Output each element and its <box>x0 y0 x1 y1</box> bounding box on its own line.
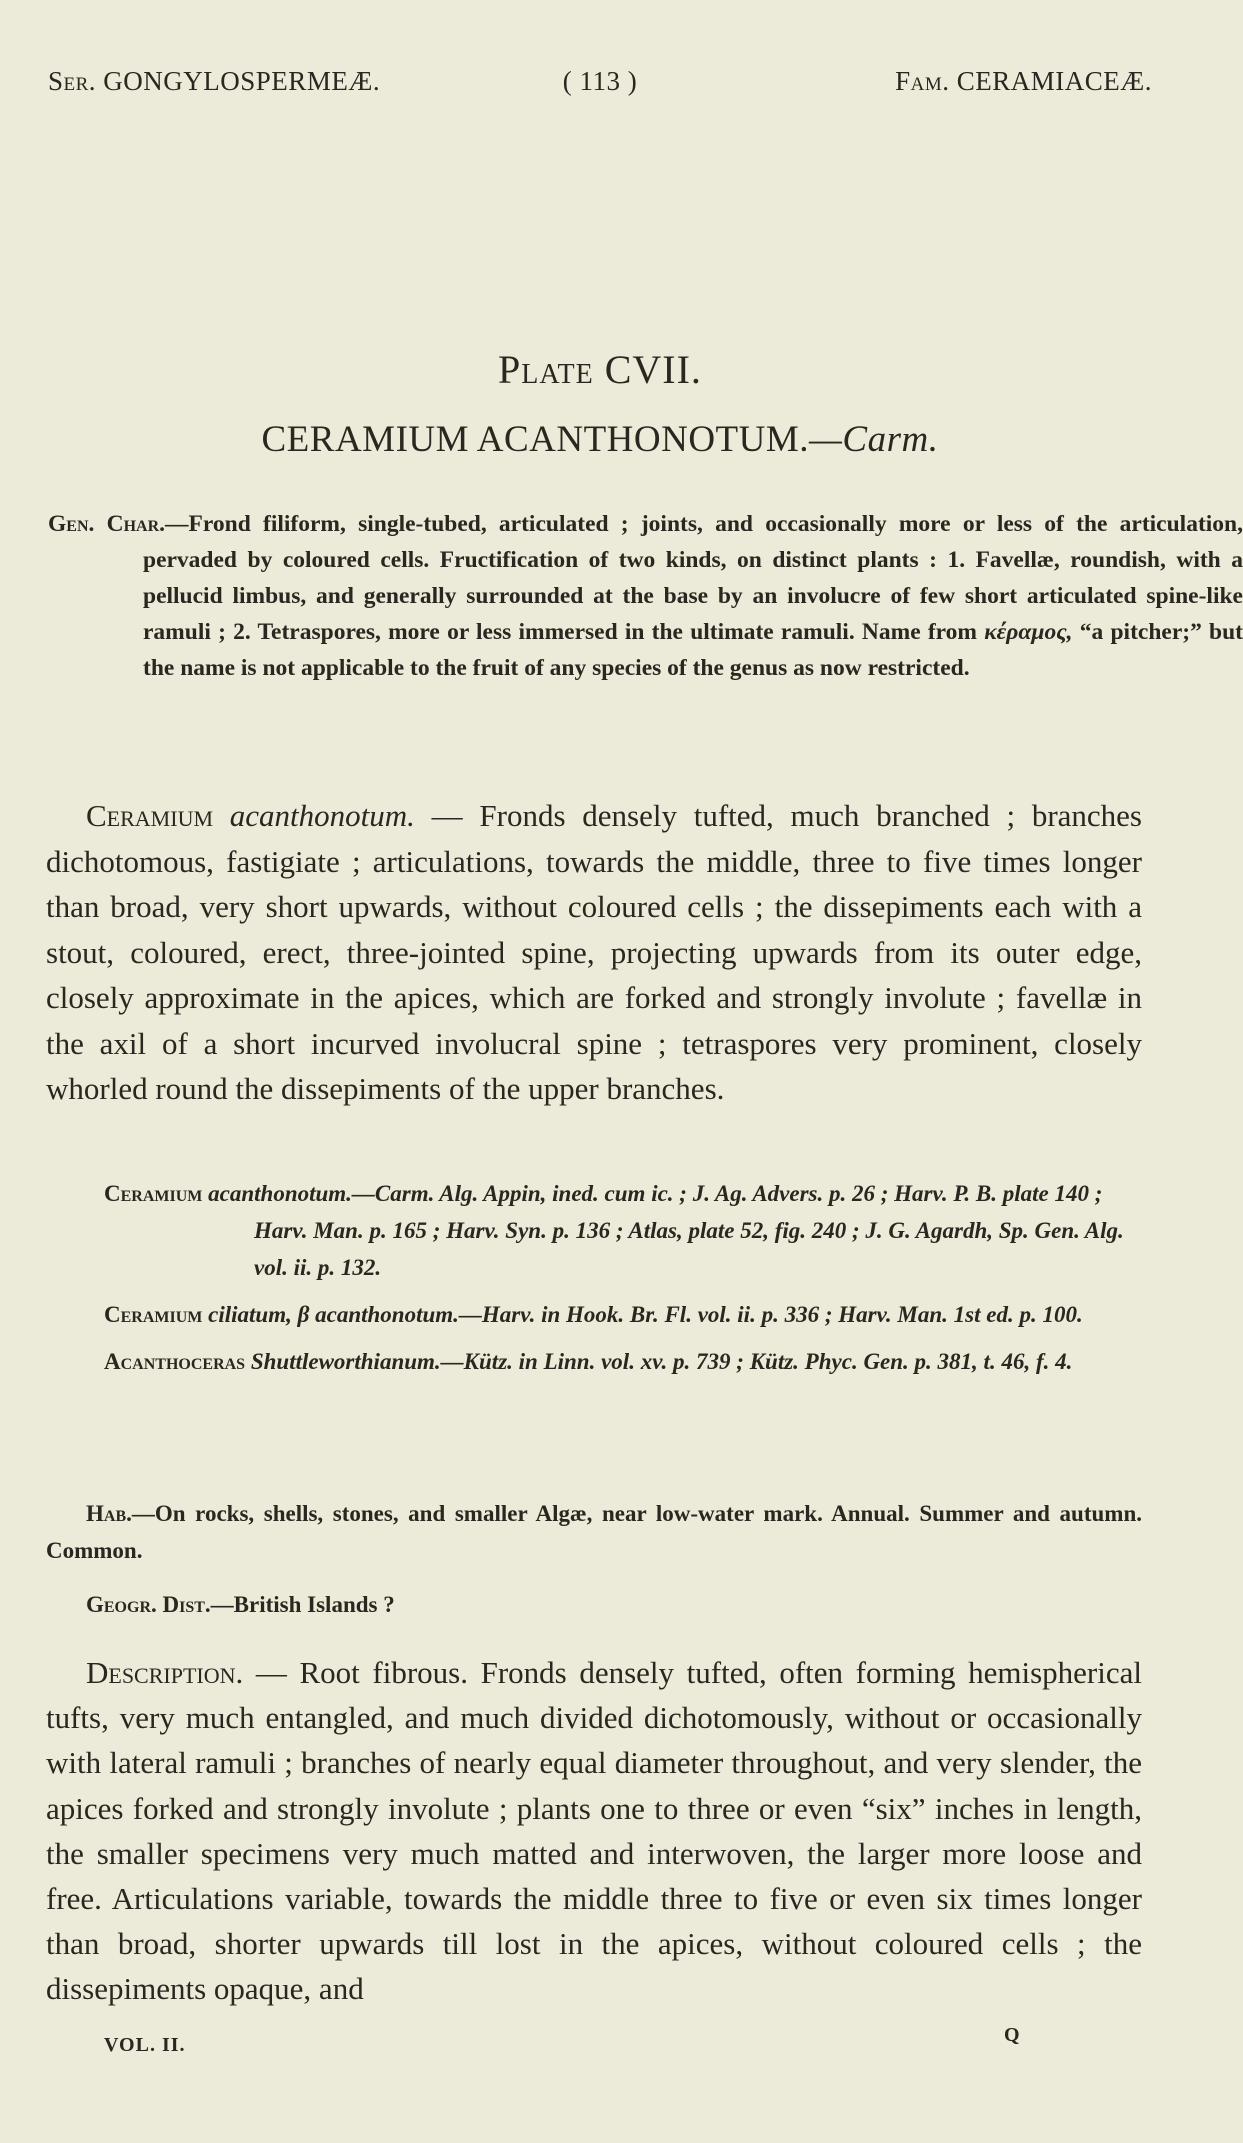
description-text: — Root fibrous. Fronds densely tufted, often forming hemispherical tufts, very much entangled, and much divided dichotomously, without or occasionally with lateral ramuli ; branches of nearly equal diameter throughout, and very slender, the apices forked and strongly involute ; plants one to three or even “six” inches in length, the smaller specimens very much matted and interwoven, the larger more loose and free. Articulations variable, towards the middle three to five or even six times longer than broad, shorter upwards till lost in the apices, without coloured cells ; the dissepiments opaque, and <box>46 1655 1142 2007</box>
species-desc-epithet: acanthonotum. <box>229 798 415 833</box>
habitat <box>46 1495 1142 1569</box>
gen-char-greek: κέραμος, <box>984 619 1073 645</box>
citation-entry <box>104 1296 1144 1333</box>
hab-label: Hab. <box>86 1501 132 1526</box>
species-desc-text: — Fronds densely tufted, much branched ; branches dichotomous, fastigiate ; articulations, towards the middle, three to five times longer than broad, very short upwards, without coloured cells ; the dissepiments each with a stout, coloured, erect, three-jointed spine, projecting upwards from its outer edge, closely approximate in the apices, which are forked and strongly involute ; favellæ in the axil of a short incurved involucral spine ; tetraspores very prominent, closely whorled round the dissepiments of the upper branches. <box>46 798 1142 1106</box>
description-label: Description. <box>86 1655 244 1690</box>
geographic-distribution <box>86 1586 1086 1623</box>
species-title-author: —Carm. <box>809 419 939 460</box>
citation-genus: Ceramium <box>104 1302 203 1327</box>
citation-entry <box>104 1175 1144 1286</box>
species-diagnosis <box>46 793 1142 1112</box>
page-number: ( 113 ) <box>562 66 638 96</box>
citation-genus: Acanthoceras <box>104 1349 246 1374</box>
species-title-name: CERAMIUM ACANTHONOTUM. <box>261 419 810 460</box>
hab-text: —On rocks, shells, stones, and smaller Algæ, near low-water mark. Annual. Summer and autumn. Common. <box>46 1501 1142 1563</box>
citation-text: ciliatum, β acanthonotum.—Harv. in Hook. Br. Fl. vol. ii. p. 336 ; Harv. Man. 1st ed. p. 100. <box>208 1302 1083 1327</box>
plate-title: Plate CVII. <box>498 347 702 392</box>
running-head-family: Fam. CERAMIACEÆ. <box>895 66 1152 96</box>
species-title <box>0 418 1200 461</box>
gathering-signature: Q <box>1004 2024 1020 2046</box>
gen-char-text: —Frond filiform, single-tubed, articulated ; joints, and occasionally more or less of the articulation, pervaded by coloured cells. Fructification of two kinds, on distinct plants : 1. Favellæ, roundish, with a pellucid limbus, and generally surrounded at the base by an involucre of few short articulated spine-like ramuli ; 2. Tetraspores, more or less immersed in the ultimate ramuli. Name from <box>143 511 1243 645</box>
description <box>46 1650 1142 2012</box>
volume-signature: VOL. II. <box>104 2034 186 2056</box>
gen-char-label: Gen. Char. <box>48 511 166 537</box>
species-desc-genus: Ceramium <box>86 798 214 833</box>
citation-entry <box>104 1343 1144 1380</box>
running-head-series: Ser. GONGYLOSPERMEÆ. <box>48 66 381 96</box>
geogr-text: —British Islands ? <box>210 1592 395 1617</box>
synonymy-citations <box>104 1175 1144 1390</box>
genus-character <box>48 506 1243 686</box>
running-head <box>48 66 1152 106</box>
gen-char-text-end: “a pitcher;” but the name is not applicable to the fruit of any species of the genus as now restricted. <box>143 619 1243 681</box>
geogr-label: Geogr. Dist. <box>86 1592 211 1617</box>
citation-text: acanthonotum.—Carm. Alg. Appin, ined. cum ic. ; J. Ag. Advers. p. 26 ; Harv. P. B. plate 140 ; Harv. Man. p. 165 ; Harv. Syn. p. 136 ; Atlas, plate 52, fig. 240 ; J. G. Agardh, Sp. Gen. Alg. vol. ii. p. 132. <box>208 1181 1124 1280</box>
citation-genus: Ceramium <box>104 1181 203 1206</box>
citation-text: Shuttleworthianum.—Kütz. in Linn. vol. xv. p. 739 ; Kütz. Phyc. Gen. p. 381, t. 46, f. 4. <box>250 1349 1073 1374</box>
